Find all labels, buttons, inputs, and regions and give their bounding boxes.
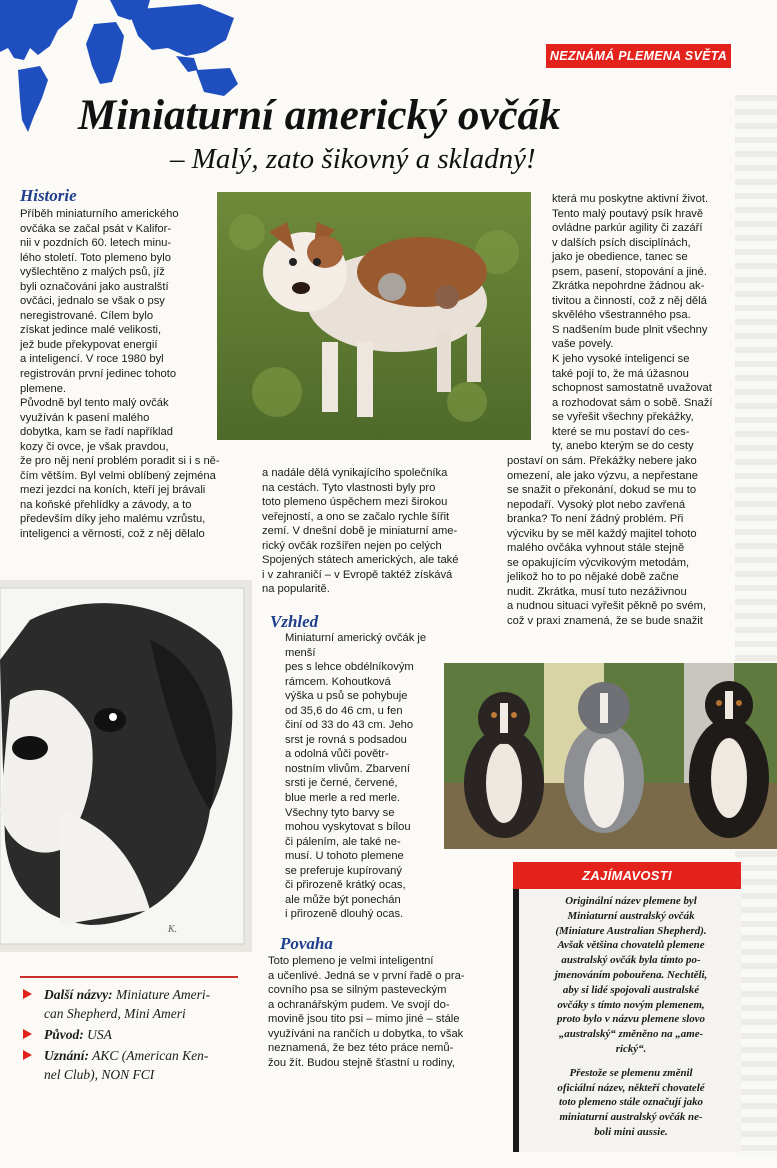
text-line: nii v pozdních 60. letech minu-	[20, 237, 172, 250]
text-line: tivitou a činností, což z něj dělá	[552, 294, 707, 307]
text-line: srst je rovná s podsadou	[285, 733, 407, 746]
text-line: a inteligencí. V roce 1980 byl	[20, 353, 164, 366]
text-line: jako je obedience, tanec se	[552, 251, 688, 264]
box-line: ovčáky s tímto novým plemenem,	[557, 998, 705, 1011]
photo-three-puppies	[444, 663, 777, 849]
text-line: plemene.	[20, 382, 67, 395]
text-line: dobytka, kam se řadí například	[20, 426, 173, 439]
povaha-text	[268, 954, 508, 1070]
fact-value: can Shepherd, Mini Ameri	[44, 1006, 186, 1021]
text-line: nudit. Zkrátka, musí tuto nezáživnou	[507, 585, 687, 598]
text-line: se vyřešit všechny překážky,	[552, 411, 694, 424]
text-line: že pro něj není problém poradit si i s ně-	[20, 455, 220, 468]
text-line: branka? To není žádný problém. Při	[507, 513, 684, 526]
text-line: výška u psů se pohybuje	[285, 690, 408, 703]
box-line: toto plemeno stále označují jako	[558, 1096, 703, 1109]
text-line: registrován první jedinec tohoto	[20, 368, 177, 381]
info-box	[513, 862, 741, 1152]
text-line: blue merle a red merle.	[285, 792, 401, 805]
text-line: ale může být ponechán	[285, 893, 401, 906]
text-line: se preferuje kupírovaný	[285, 864, 402, 877]
text-line: ovčáci, jednalo se však o psy	[20, 295, 165, 308]
text-line: Všechny tyto barvy se	[285, 806, 395, 819]
text-line: ovládne parkúr agility či zazáří	[552, 222, 703, 235]
text-line: a ochranářským pudem. Ve svojí do-	[268, 998, 450, 1011]
fact-recognition	[20, 1046, 255, 1084]
info-box-paragraph-2	[525, 1066, 737, 1140]
text-line: a učenlivé. Jedná se v první řadě o pra-	[268, 969, 465, 982]
text-line: Zkrátka nepohrdne žádnou ak-	[552, 280, 705, 293]
text-line: pes s lehce obdélníkovým	[285, 661, 414, 674]
box-line: „australský“ změněno na „ame-	[558, 1028, 704, 1041]
text-line: srsti je černé, červené,	[285, 777, 398, 790]
text-line: na popularitě.	[262, 583, 330, 596]
text-line: neregistrované. Cílem bylo	[20, 309, 154, 322]
box-line: Přestože se plemenu změnil	[569, 1066, 693, 1079]
text-line: Spojených státech amerických, ale také	[262, 554, 459, 567]
text-line: Toto plemeno je velmi inteligentní	[268, 955, 434, 967]
text-line: musí. U tohoto plemene	[285, 850, 404, 863]
fact-value: USA	[87, 1027, 112, 1042]
info-box-paragraph-1	[525, 894, 737, 1057]
text-line: veřejností, a ono se začalo rychle šířit	[262, 510, 450, 523]
arrow-bullet-icon	[23, 989, 32, 999]
text-line: neznamená, že bez této práce nemů-	[268, 1042, 454, 1055]
text-line: se snažit o překonání, dokud se mu to	[507, 484, 697, 497]
text-line: malého ovčáka vyhnout stále stejně	[507, 542, 685, 555]
text-line: lého století. Toto plemeno bylo	[20, 251, 171, 264]
box-line: oficiální název, někteří chovatelé	[557, 1081, 705, 1094]
text-line: či pálením, ale také ne-	[285, 835, 401, 848]
text-line: na koňské přehlídky a závody, a to	[20, 498, 192, 511]
text-line: byli označováni jako australští	[20, 280, 169, 293]
text-line: rámcem. Kohoutková	[285, 675, 391, 688]
svg-text:K.: K.	[168, 924, 178, 935]
text-line: na cestách. Tyto vlastnosti byly pro	[262, 481, 436, 494]
text-line: také pojí to, že má úžasnou	[552, 367, 689, 380]
box-line: miniaturní australský ovčák ne-	[559, 1111, 703, 1124]
text-line: Příběh miniaturního amerického	[20, 208, 179, 220]
box-line: boli mini aussie.	[594, 1125, 668, 1138]
text-line: vaše povely.	[552, 338, 614, 351]
heading-vzhled: Vzhled	[270, 612, 319, 631]
page-gutter	[735, 95, 777, 1155]
text-line: a odolná vůči povětr-	[285, 748, 389, 761]
text-line: skvělého všestranného psa.	[552, 309, 691, 322]
text-line: v dalších psích disciplínách,	[552, 236, 691, 249]
text-line: K jeho vysoké inteligenci se	[552, 353, 690, 366]
text-line: či přirozeně krátký ocas,	[285, 879, 406, 892]
box-line: aby si lidé spojovali australské	[562, 983, 700, 996]
text-line: i přirozeně dlouhý ocas.	[285, 908, 404, 921]
fact-origin	[20, 1025, 255, 1044]
text-line: od 35,6 do 46 cm, u fen	[285, 704, 403, 717]
arrow-bullet-icon	[23, 1029, 32, 1039]
text-line: schopnost samostatně uvažovat	[552, 382, 712, 395]
box-line: australský ovčák byla tímto po-	[561, 954, 701, 967]
text-line: mezi jezdci na koních, kteří jej brávali	[20, 484, 206, 497]
text-line: omezení, ale jako výzvu, a nepřestane	[507, 469, 698, 482]
vzhled-text	[285, 631, 455, 922]
text-line: činí od 33 do 43 cm. Jeho	[285, 719, 414, 732]
text-line: čím větším. Byl velmi oblíbený zejména	[20, 469, 216, 482]
text-line: nepodaří. Vysoký plot nebo zavřená	[507, 498, 686, 511]
box-line: (Miniature Australian Shepherd).	[555, 924, 707, 937]
text-line: což v praxi znamená, že se bude snažit	[507, 615, 703, 628]
text-line: zemí. V dnešní době je miniaturní ame-	[262, 525, 458, 538]
facts-list	[20, 985, 255, 1086]
text-line: toto plemeno úspěchem mezi širokou	[262, 496, 448, 509]
fact-label: Další názvy:	[44, 987, 113, 1002]
text-line: výcviku by se měl každý majitel tohoto	[507, 527, 697, 540]
text-line: které se mu postaví do ces-	[552, 425, 690, 438]
text-line: jelikož ho to po nějaké době začne	[507, 571, 679, 584]
text-line: psem, pasení, stopování a jiné.	[552, 265, 707, 278]
text-line: využíváni na rančích u dobytka, to však	[268, 1027, 464, 1040]
text-line: Původně byl tento malý ovčák	[20, 397, 169, 410]
box-line: Miniaturní australský ovčák	[567, 909, 695, 922]
article-title: Miniaturní americký ovčák	[78, 92, 561, 139]
info-box-heading: ZAJÍMAVOSTI	[513, 862, 741, 889]
photo-dog-drawing	[0, 580, 252, 952]
text-line: i v zahraničí – v Evropě taktéž získává	[262, 568, 453, 581]
text-line: Miniaturní americký ovčák je menší	[285, 632, 427, 659]
text-line: mohou vyskytovat s bílou	[285, 821, 411, 834]
heading-historie: Historie	[20, 186, 77, 205]
text-line: využíván k pasení malého	[20, 411, 150, 424]
text-line: Tento malý poutavý psík hravě	[552, 207, 704, 220]
fact-other-names	[20, 985, 255, 1023]
fact-label: Původ:	[44, 1027, 84, 1042]
box-line: jmenováním pobouřena. Nechtěli,	[554, 968, 708, 981]
box-line: rický“.	[615, 1042, 647, 1055]
text-line: především díky jeho malému vzrůstu,	[20, 513, 206, 526]
text-line: jež bude překypovat energií	[20, 338, 158, 351]
text-line: a nudnou situaci vyřešit pěkně po svém,	[507, 600, 706, 613]
col3-wide-text	[507, 454, 737, 629]
text-line: vyšlechtěno z malých psů, jíž	[20, 266, 165, 279]
text-line: získat jedince malé velikosti,	[20, 324, 162, 337]
text-line: a rozhodovat sám o sobě. Snaží	[552, 396, 713, 409]
fact-label: Uznání:	[44, 1048, 90, 1063]
historie-col2	[262, 466, 507, 597]
text-line: rický ovčák rozšířen nejen po celých	[262, 539, 442, 552]
box-line: Avšak většina chovatelů plemene	[557, 939, 705, 952]
text-line: se opakujícím výcvikovým metodám,	[507, 556, 690, 569]
fact-value: AKC (American Ken-	[92, 1048, 209, 1063]
text-line: ovčáka se začal psát v Kalifor-	[20, 222, 172, 235]
col3-text	[552, 192, 737, 454]
box-line: Originální název plemene byl	[565, 895, 697, 907]
text-line: žou žít. Budou stejně šťastní u rodiny,	[268, 1056, 455, 1069]
historie-col1	[20, 207, 250, 542]
divider	[20, 976, 238, 978]
text-line: která mu poskytne aktivní život.	[552, 193, 709, 205]
text-line: postaví on sám. Překážky nebere jako	[507, 455, 697, 467]
info-box-text	[525, 894, 737, 1149]
text-line: a nadále dělá vynikajícího společníka	[262, 467, 448, 479]
arrow-bullet-icon	[23, 1050, 32, 1060]
heading-povaha: Povaha	[280, 934, 333, 953]
text-line: nostním vlivům. Zbarvení	[285, 762, 410, 775]
section-badge: NEZNÁMÁ PLEMENA SVĚTA	[546, 44, 731, 68]
article-subtitle: – Malý, zato šikovný a skladný!	[170, 143, 536, 175]
text-line: ty, anebo kterým se do cesty	[552, 440, 694, 453]
text-line: inteligenci a věrnosti, což z něj dělalo	[20, 528, 205, 541]
text-line: covního psa se silným pasteveckým	[268, 984, 447, 997]
photo-merle-dog	[217, 192, 531, 440]
text-line: kozy či ovce, je však pravdou,	[20, 440, 169, 453]
box-line: proto bylo v názvu plemene slovo	[557, 1013, 705, 1026]
text-line: movině jsou tito psi – mimo jiné – stále	[268, 1013, 460, 1026]
fact-value: nel Club), NON FCI	[44, 1067, 155, 1082]
text-line: S nadšením bude plnit všechny	[552, 323, 708, 336]
fact-value: Miniature Ameri-	[116, 987, 211, 1002]
